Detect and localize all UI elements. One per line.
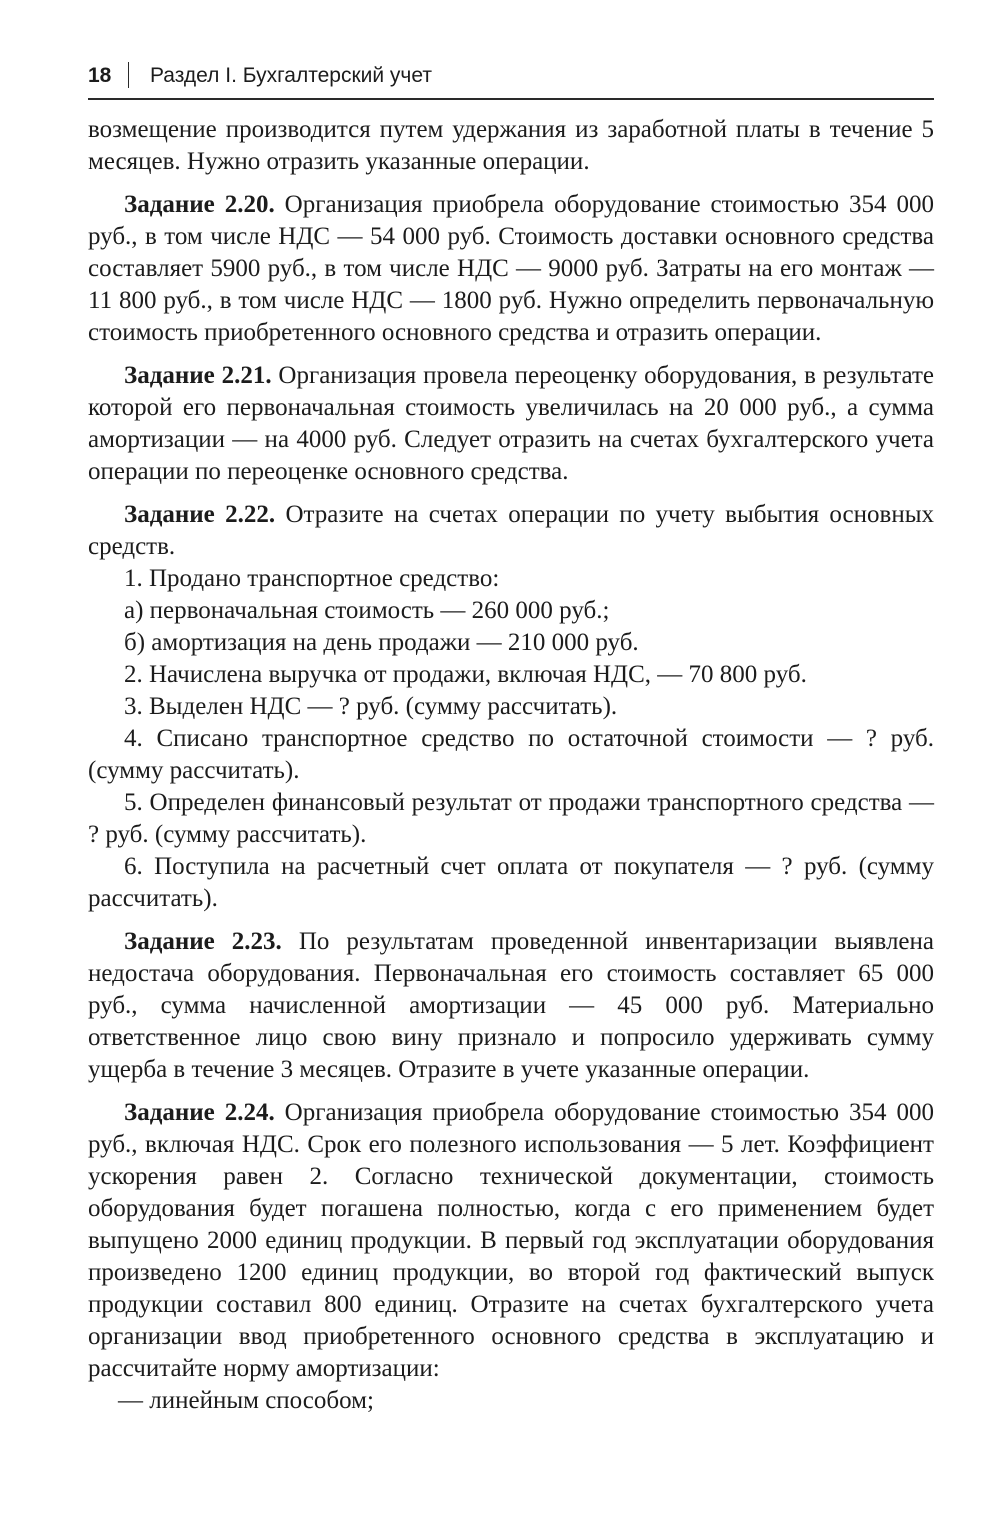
list-item: б) амортизация на день продажи — 210 000 руб. <box>124 629 639 656</box>
task-2-24 <box>88 1097 934 1385</box>
task-2-22 <box>88 499 934 563</box>
task-label: Задание 2.20. <box>124 191 275 218</box>
task-label: Задание 2.22. <box>124 501 276 528</box>
task-2-23 <box>88 926 934 1086</box>
task-text: Отразите на счетах операции по учету выбытия основных средств. <box>88 501 935 560</box>
list-item: 6. Поступила на расчетный счет оплата от покупателя — ? руб. (сумму рассчитать). <box>88 853 934 912</box>
list-item: 2. Начислена выручка от продажи, включая НДС, — 70 800 руб. <box>124 661 807 688</box>
task-text: По результатам проведенной инвентаризации выявлена недостача оборудования. Первоначальная его стоимость составляет 65 000 руб., сумма начисленной амортизации — 45 000 руб. Материально ответственное лицо свою вину признало и попросило удерживать сумму ущерба в течение 3 месяцев. Отразите в учете указанные операции. <box>88 928 935 1083</box>
page-number: 18 <box>88 64 112 87</box>
list-item: 4. Списано транспортное средство по остаточной стоимости — ? руб. (сумму рассчитать). <box>88 725 934 784</box>
continuation-paragraph: возмещение производится путем удержания из заработной платы в течение 5 месяцев. Нужно отразить указанные операции. <box>88 116 934 175</box>
task-label: Задание 2.21. <box>124 362 272 389</box>
task-label: Задание 2.23. <box>124 928 282 955</box>
page-body <box>88 114 934 1417</box>
header-separator <box>128 62 129 88</box>
list-item: а) первоначальная стоимость — 260 000 руб.; <box>124 597 610 624</box>
task-text: Организация приобрела оборудование стоимостью 354 000 руб., в том числе НДС — 54 000 руб. Стоимость доставки основного средства составляет 5900 руб., в том числе НДС — 9000 руб. Затраты на его монтаж — 11 800 руб., в том числе НДС — 1800 руб. Нужно определить первоначальную стоимость приобретенного основного средства и отразить операции. <box>88 191 935 346</box>
task-2-21 <box>88 360 934 488</box>
list-item: — линейным способом; <box>118 1387 374 1414</box>
task-2-20 <box>88 189 934 349</box>
section-title: Раздел I. Бухгалтерский учет <box>150 64 432 87</box>
task-label: Задание 2.24. <box>124 1099 275 1126</box>
task-text: Организация провела переоценку оборудования, в результате которой его первоначальная стоимость увеличилась на 20 000 руб., а сумма амортизации — на 4000 руб. Следует отразить на счетах бухгалтерского учета операции по переоценке основного средства. <box>88 362 935 485</box>
list-item: 3. Выделен НДС — ? руб. (сумму рассчитать). <box>124 693 618 720</box>
list-item: 1. Продано транспортное средство: <box>124 565 500 592</box>
list-item: 5. Определен финансовый результат от продажи транспортного средства — ? руб. (сумму рассчитать). <box>88 789 934 848</box>
task-text: Организация приобрела оборудование стоимостью 354 000 руб., включая НДС. Срок его полезного использования — 5 лет. Коэффициент ускорения равен 2. Согласно технической документации, стоимость оборудования будет погашена полностью, когда с его применением будет выпущено 2000 единиц продукции. В первый год эксплуатации оборудования произведено 1200 единиц продукции, во второй год фактический выпуск продукции составил 800 единиц. Отразите на счетах бухгалтерского учета организации ввод приобретенного основного средства в эксплуатацию и рассчитайте норму амортизации: <box>88 1099 935 1382</box>
running-header <box>88 58 934 100</box>
